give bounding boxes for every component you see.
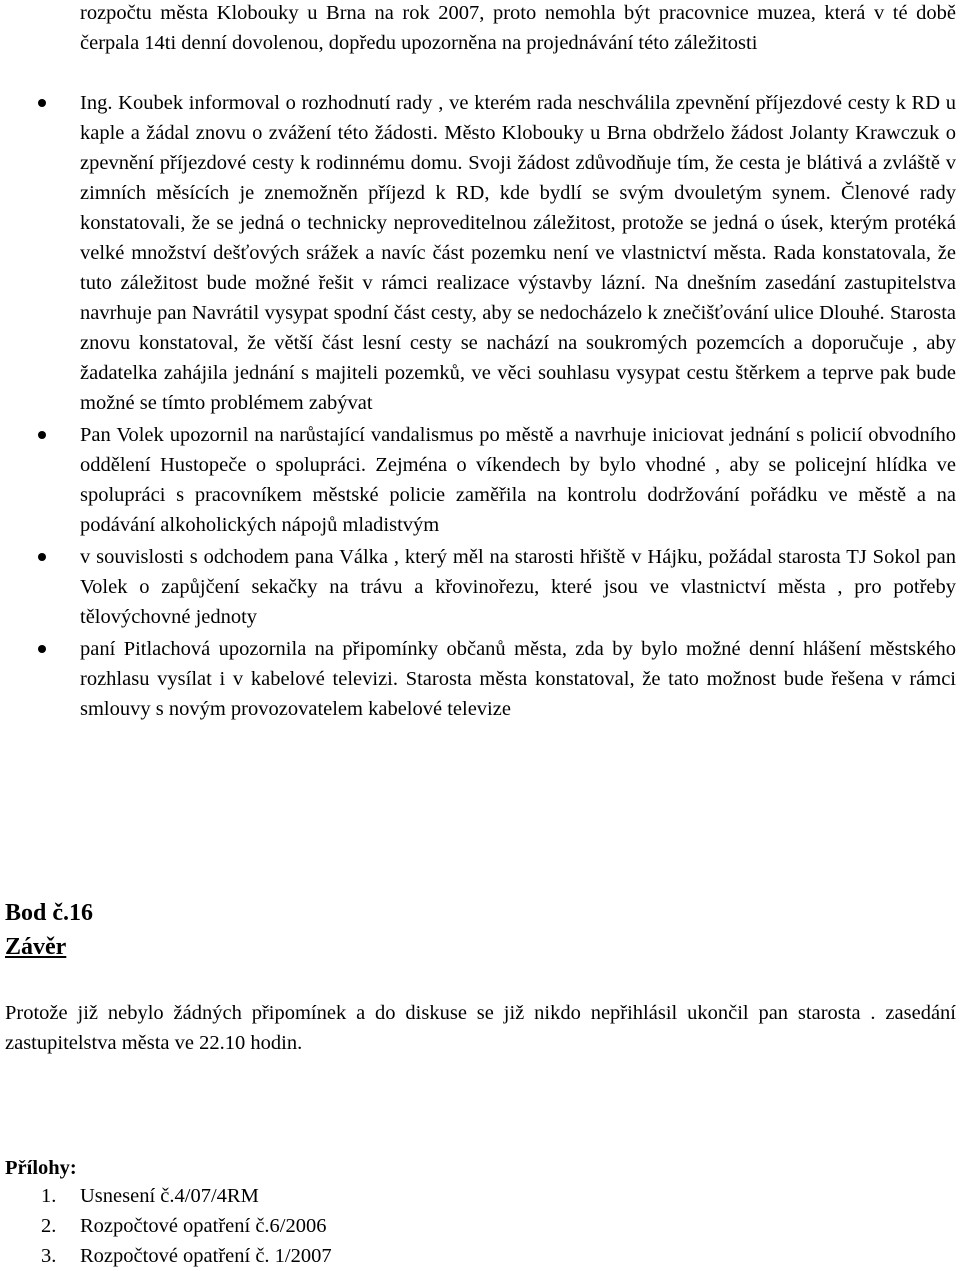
bullet-icon [38,99,46,107]
attachment-item [0,1241,332,1271]
bullet-icon [38,553,46,561]
continuation-paragraph: rozpočtu města Klobouky u Brna na rok 2007, proto nemohla být pracovnice muzea, která v té době čerpala 14ti denní dovolenou, dopředu upozorněna na projednávání této záležitosti [80,2,956,54]
attachment-number: 1. [41,1185,57,1207]
bullet-item-volek [0,420,956,540]
section-number: Bod č.16 [5,900,94,926]
attachment-number: 2. [41,1215,57,1237]
attachment-label: Usnesení č.4/07/4RM [80,1185,259,1207]
attachment-item [0,1181,332,1211]
attachment-item [0,1211,332,1241]
bullet-item-koubek [0,88,956,418]
attachment-number: 3. [41,1245,57,1267]
attachment-label: Rozpočtové opatření č.6/2006 [80,1215,327,1237]
bullet-text: Ing. Koubek informoval o rozhodnutí rady , ve kterém rada neschválila zpevnění příjezdové cesty k RD u kaple a žádal znovu o zvážení této žádosti. Město Klobouky u Brna obdrželo žádost Jolanty Krawczuk o zpevnění příjezdové cesty k rodinnému domu. Svoji žádost zdůvodňuje tím, že cesta je blátivá a zvláště v zimních měsících je znemožněn příjezd k RD, kde bydlí se svým dvouletým synem. Členové rady konstatovali, že se jedná o technicky neproveditelnou záležitost, protože se jedná o úsek, kterým protéká velké množství dešťových srážek a navíc část pozemku není ve vlastnictví města. Rada konstatovala, že tuto záležitost bude možné řešit v rámci realizace výstavby lázní. Na dnešním zasedání zastupitelstva navrhuje pan Navrátil vysypat spodní část cesty, aby se nedocházelo k znečišťování ulice Dlouhé. Starosta znovu konstatoval, že větší část lesní cesty se nachází na soukromých pozemcích a doporučuje , aby žadatelka zahájila jednání s majiteli pozemků, ve věci souhlasu vysypat cestu štěrkem a teprve pak bude možné se tímto problémem zabývat [80,92,956,414]
bullet-text: paní Pitlachová upozornila na připomínky občanů města, zda by bylo možné denní hlášení městského rozhlasu vysílat i v kabelové televizi. Starosta města konstatoval, že tato možnost bude řešena v rámci smlouvy s novým provozovatelem kabelové televize [80,638,956,720]
section-title: Závěr [5,934,67,960]
attachment-label: Rozpočtové opatření č. 1/2007 [80,1245,332,1267]
attachments-list [0,1181,332,1271]
bullet-icon [38,645,46,653]
bullet-icon [38,431,46,439]
attachments-heading: Přílohy: [5,1157,77,1179]
bullet-list [0,88,956,726]
closing-paragraph: Protože již nebylo žádných připomínek a do diskuse se již nikdo nepřihlásil ukončil pan starosta . zasedání zastupitelstva města ve 22.10 hodin. [5,1002,956,1054]
bullet-item-pitlachova [0,634,956,724]
bullet-item-sokol [0,542,956,632]
bullet-text: Pan Volek upozornil na narůstající vandalismus po městě a navrhuje iniciovat jednání s policií obvodního oddělení Hustopeče o spolupráci. Zejména o víkendech by bylo vhodné , aby se policejní hlídka ve spolupráci s pracovníkem městské policie zaměřila na kontrolu dodržování pořádku ve městě a na podávání alkoholických nápojů mladistvým [80,424,956,536]
bullet-text: v souvislosti s odchodem pana Válka , který měl na starosti hřiště v Hájku, požádal starosta TJ Sokol pan Volek o zapůjčení sekačky na trávu a křovinořezu, které jsou ve vlastnictví města , pro potřeby tělovýchovné jednoty [80,546,956,628]
